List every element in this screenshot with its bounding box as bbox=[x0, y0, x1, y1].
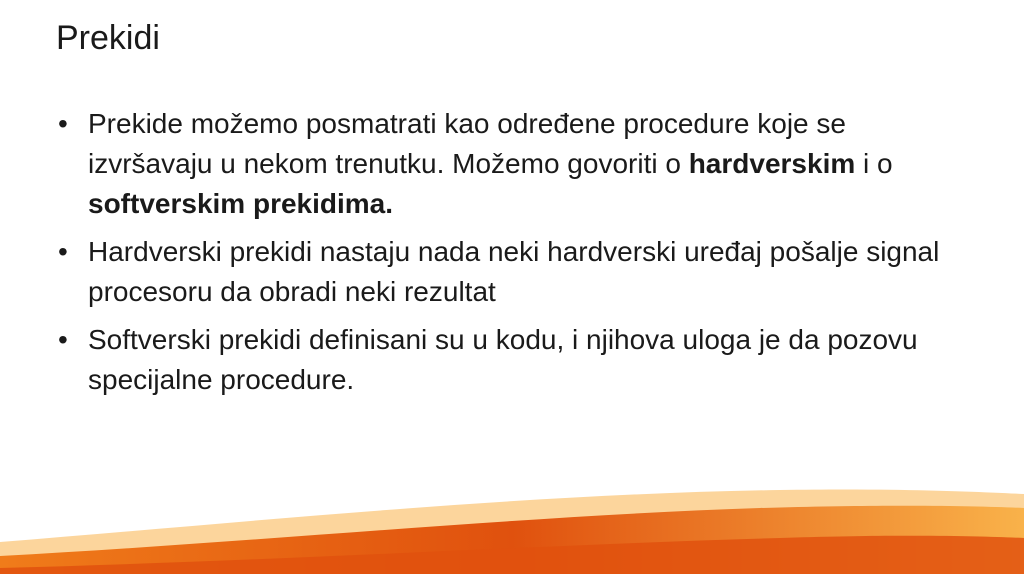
bullet-item-software-interrupts bbox=[56, 320, 976, 400]
slide-title: Prekidi bbox=[56, 19, 160, 57]
orange-wave-decoration bbox=[0, 464, 1024, 574]
bullet-marker: • bbox=[58, 236, 68, 267]
bullet-marker: • bbox=[58, 324, 68, 355]
bullet-text: Softverski prekidi definisani su u kodu, i njihova uloga je da pozovu specijalne procedure. bbox=[88, 324, 918, 395]
bullet-text: Hardverski prekidi nastaju nada neki hardverski uređaj pošalje signal procesoru da obradi neki rezultat bbox=[88, 236, 940, 307]
bullet-item-hardware-interrupts bbox=[56, 232, 976, 312]
bullet-marker: • bbox=[58, 108, 68, 139]
bold-term-software: softverskim prekidima. bbox=[88, 188, 394, 219]
bullet-list bbox=[56, 104, 976, 408]
bold-term-hardware: hardverskim bbox=[688, 148, 856, 179]
bullet-text: i o bbox=[855, 148, 893, 179]
bullet-item-interrupts-intro bbox=[56, 104, 976, 224]
bullet-text: Prekide možemo posmatrati kao određene procedure koje se izvršavaju u nekom trenutku. Možemo govoriti o bbox=[88, 108, 846, 179]
